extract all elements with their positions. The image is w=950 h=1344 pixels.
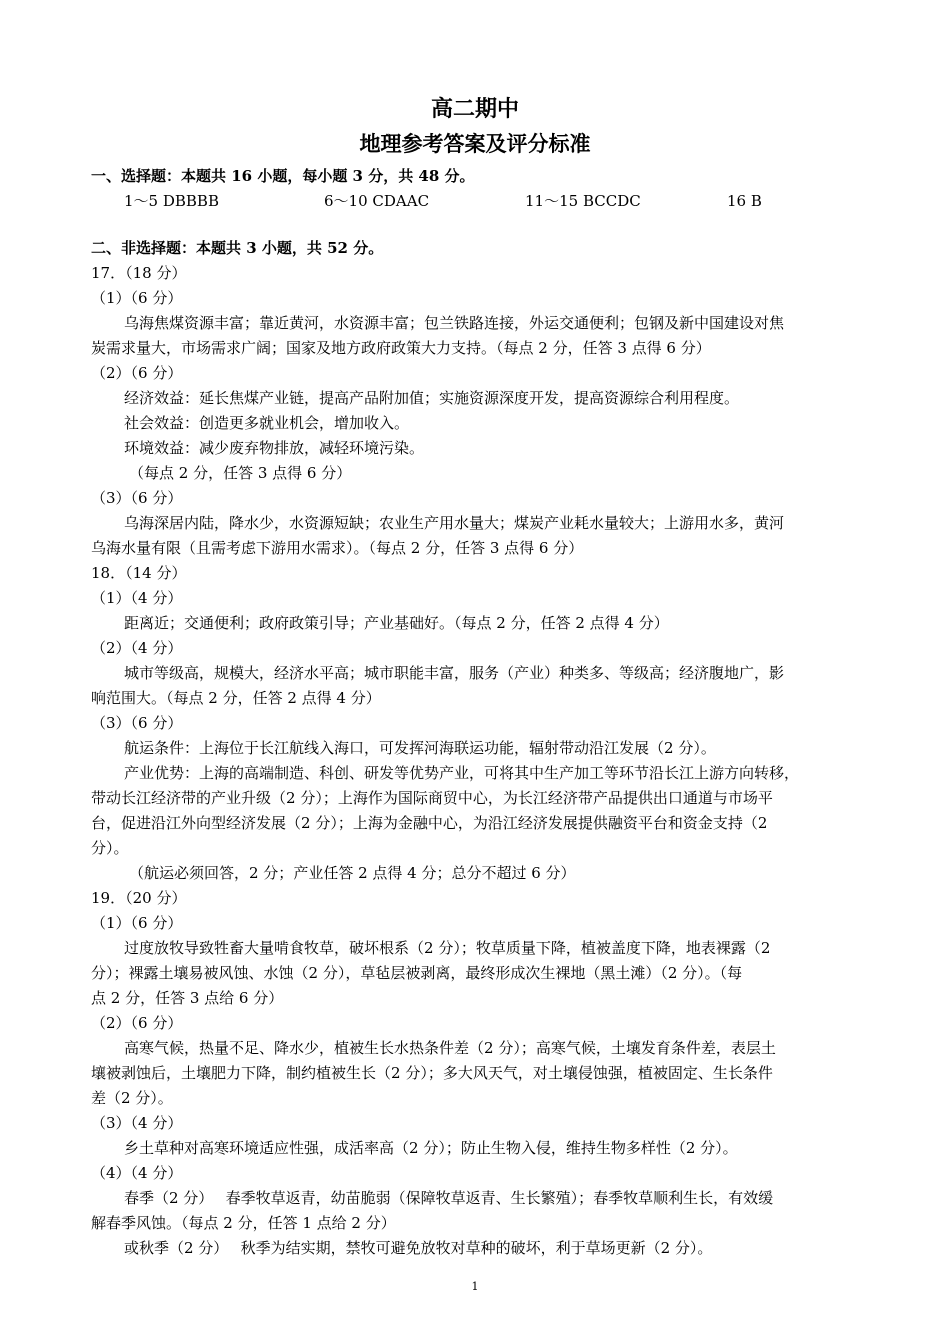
text-line: （1）（4 分） xyxy=(91,589,183,607)
text-line: 高寒气候，热量不足、降水少，植被生长水热条件差（2 分）；高寒气候，土壤发育条件差，表层土 xyxy=(124,1039,776,1057)
text-line: 航运条件：上海位于长江航线入海口，可发挥河海联运功能，辐射带动沿江发展（2 分）。 xyxy=(124,739,716,757)
answer-lines xyxy=(91,261,861,1261)
text-line: 城市等级高，规模大，经济水平高；城市职能丰富，服务（产业）种类多、等级高；经济腹地广，影 xyxy=(124,664,785,682)
text-line: 点 2 分，任答 3 点给 6 分） xyxy=(91,989,284,1007)
text-line: 19．（20 分） xyxy=(91,889,187,907)
section-2-heading: 二、非选择题：本题共 3 小题，共 52 分。 xyxy=(91,239,384,257)
text-line: 经济效益：延长焦煤产业链，提高产品附加值；实施资源深度开发，提高资源综合利用程度。 xyxy=(124,389,740,407)
text-line: 过度放牧导致牲畜大量啃食牧草，破坏根系（2 分）；牧草质量下降，植被盖度下降，地表裸露（2 xyxy=(124,939,771,957)
text-line: 产业优势：上海的高端制造、科创、研发等优势产业，可将其中生产加工等环节沿长江上游方向转移， xyxy=(124,764,800,782)
text-line: 距离近；交通便利；政府政策引导；产业基础好。（每点 2 分，任答 2 点得 4 分） xyxy=(124,614,669,632)
text-line: 乌海深居内陆，降水少，水资源短缺；农业生产用水量大；煤炭产业耗水量较大；上游用水多，黄河 xyxy=(124,514,785,532)
text-line: （每点 2 分，任答 3 点得 6 分） xyxy=(129,464,352,482)
text-line: 炭需求量大，市场需求广阔；国家及地方政府政策大力支持。（每点 2 分，任答 3 点得 6 分） xyxy=(91,339,711,357)
text-line: （航运必须回答，2 分；产业任答 2 点得 4 分；总分不超过 6 分） xyxy=(129,864,576,882)
text-line: 社会效益：创造更多就业机会，增加收入。 xyxy=(124,414,410,432)
page-title: 高二期中 xyxy=(430,97,519,122)
answer-group-1: 1～5 DBBBB xyxy=(124,192,219,210)
text-line: （3）（6 分） xyxy=(91,714,183,732)
text-line: 或秋季（2 分） 秋季为结实期，禁牧可避免放牧对草种的破坏，利于草场更新（2 分）。 xyxy=(124,1239,713,1257)
section-1-heading: 一、选择题：本题共 16 小题，每小题 3 分，共 48 分。 xyxy=(91,167,475,185)
text-line: 乡土草种对高寒环境适应性强，成活率高（2 分）；防止生物入侵，维持生物多样性（2 分）。 xyxy=(124,1139,738,1157)
spacer xyxy=(91,214,861,236)
text-line: （2）（6 分） xyxy=(91,1014,183,1032)
text-line: （2）（6 分） xyxy=(91,364,183,382)
text-line: 18．（14 分） xyxy=(91,564,187,582)
answer-group-3: 11～15 BCCDC xyxy=(525,192,641,210)
page-subtitle: 地理参考答案及评分标准 xyxy=(359,132,591,156)
document-body xyxy=(91,164,861,1261)
text-line: （3）（4 分） xyxy=(91,1114,183,1132)
text-line: 壤被剥蚀后，土壤肥力下降，制约植被生长（2 分）；多大风天气，对土壤侵蚀强，植被固定、生长条件 xyxy=(91,1064,773,1082)
text-line: （1）（6 分） xyxy=(91,914,183,932)
choice-answers-row xyxy=(91,189,861,214)
text-line: 乌海水量有限（且需考虑下游用水需求）。（每点 2 分，任答 3 点得 6 分） xyxy=(91,539,584,557)
text-line: （2）（4 分） xyxy=(91,639,183,657)
answer-group-4: 16 B xyxy=(727,192,762,210)
text-line: 环境效益：减少废弃物排放，减轻环境污染。 xyxy=(124,439,425,457)
text-line: 台，促进沿江外向型经济发展（2 分）；上海为金融中心，为沿江经济发展提供融资平台和资金支持（2 xyxy=(91,814,768,832)
text-line: 分）；裸露土壤易被风蚀、水蚀（2 分），草毡层被剥离，最终形成次生裸地（黑土滩）（2 分）。（每 xyxy=(91,964,743,982)
text-line: 差（2 分）。 xyxy=(91,1089,173,1107)
text-line: 春季（2 分） 春季牧草返青，幼苗脆弱（保障牧草返青、生长繁殖）；春季牧草顺利生长，有效缓 xyxy=(124,1189,774,1207)
text-line: （4）（4 分） xyxy=(91,1164,183,1182)
text-line: 响范围大。（每点 2 分，任答 2 点得 4 分） xyxy=(91,689,381,707)
text-line: （3）（6 分） xyxy=(91,489,183,507)
answer-group-2: 6～10 CDAAC xyxy=(324,192,430,210)
text-line: 乌海焦煤资源丰富；靠近黄河，水资源丰富；包兰铁路连接，外运交通便利；包钢及新中国建设对焦 xyxy=(124,314,785,332)
text-line: 带动长江经济带的产业升级（2 分）；上海作为国际商贸中心，为长江经济带产品提供出口通道与市场平 xyxy=(91,789,773,807)
page-number: 1 xyxy=(471,1280,479,1293)
text-line: 17．（18 分） xyxy=(91,264,187,282)
text-line: 分）。 xyxy=(91,839,129,857)
text-line: （1）（6 分） xyxy=(91,289,183,307)
text-line: 解春季风蚀。（每点 2 分，任答 1 点给 2 分） xyxy=(91,1214,396,1232)
